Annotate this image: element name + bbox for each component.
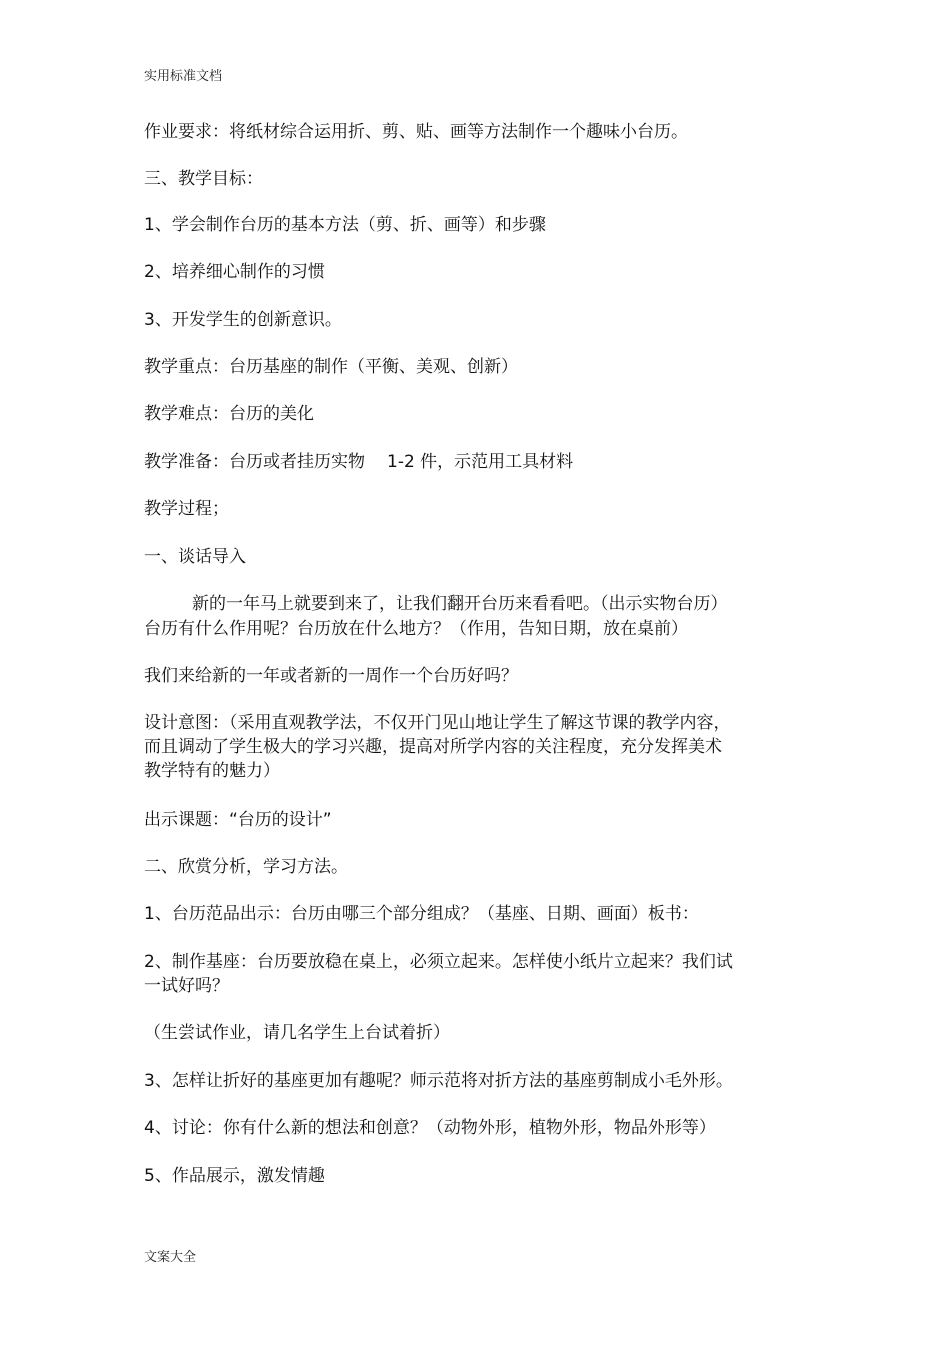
assignment-requirement: 作业要求：将纸材综合运用折、剪、贴、画等方法制作一个趣味小台历。	[144, 122, 688, 142]
key-point: 教学重点：台历基座的制作（平衡、美观、创新）	[144, 357, 518, 377]
analysis-step-4: 4、讨论：你有什么新的想法和创意？（动物外形，植物外形，物品外形等）	[144, 1118, 716, 1138]
student-attempt-note: （生尝试作业，请几名学生上台试着折）	[144, 1023, 450, 1043]
preparation-part-b: 1-2 件，示范用工具材料	[387, 452, 574, 472]
analysis-step-3: 3、怎样让折好的基座更加有趣呢？师示范将对折方法的基座剪制成小毛外形。	[144, 1071, 733, 1091]
analysis-step-2-line-1: 2、制作基座：台历要放稳在桌上，必须立起来。怎样使小纸片立起来？我们试	[144, 952, 733, 972]
page-footer: 文案大全	[144, 1250, 197, 1265]
design-intent-line-2: 而且调动了学生极大的学习兴趣，提高对所学内容的关注程度，充分发挥美术	[144, 737, 722, 757]
intro-paragraph-line-2: 台历有什么作用呢？台历放在什么地方？（作用，告知日期，放在桌前）	[144, 619, 688, 639]
page-header: 实用标准文档	[144, 69, 223, 84]
intro-paragraph-line-1: 新的一年马上就要到来了，让我们翻开台历来看看吧。（出示实物台历）	[192, 594, 728, 614]
preparation-part-a: 教学准备：台历或者挂历实物	[144, 452, 365, 472]
analysis-step-5: 5、作品展示，激发情趣	[144, 1166, 325, 1186]
objective-item-1: 1、学会制作台历的基本方法（剪、折、画等）和步骤	[144, 215, 546, 235]
objective-item-3: 3、开发学生的创新意识。	[144, 310, 342, 330]
question-paragraph: 我们来给新的一年或者新的一周作一个台历好吗？	[144, 666, 518, 686]
lesson-topic: 出示课题：“台历的设计”	[144, 810, 332, 830]
analysis-step-2-line-2: 一试好吗？	[144, 976, 229, 996]
section-heading-intro: 一、谈话导入	[144, 547, 246, 567]
objective-item-2: 2、培养细心制作的习惯	[144, 262, 325, 282]
analysis-step-1: 1、台历范品出示：台历由哪三个部分组成？（基座、日期、画面）板书：	[144, 904, 699, 924]
design-intent-line-1: 设计意图：（采用直观教学法，不仅开门见山地让学生了解这节课的教学内容，	[144, 713, 731, 733]
teaching-process-heading: 教学过程；	[144, 499, 229, 519]
teaching-preparation	[144, 450, 573, 474]
design-intent-line-3: 教学特有的魅力）	[144, 761, 280, 781]
section-heading-analysis: 二、欣赏分析，学习方法。	[144, 857, 348, 877]
difficulty-point: 教学难点：台历的美化	[144, 404, 314, 424]
section-heading-objectives: 三、教学目标：	[144, 169, 263, 189]
